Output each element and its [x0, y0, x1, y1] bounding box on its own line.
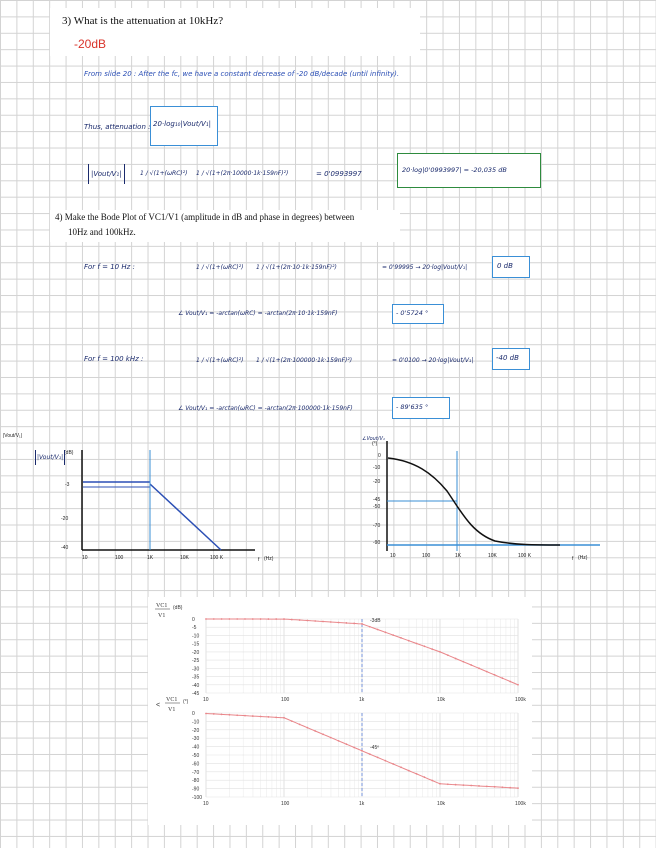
q3-eq-full: 1 / √(1+(2π·10000·1k·159nF)²)	[196, 170, 289, 177]
sim-mag-point	[213, 618, 215, 620]
q4-for1-phase-result: - 0'5724 °	[396, 309, 429, 317]
q4-for1-full: 1 / √(1+(2π·10·1k·159nF)²)	[256, 264, 337, 271]
sim-mag-point	[478, 667, 480, 669]
sim-phase-point	[299, 723, 301, 725]
sketch-mag-xtick-4: 100 K	[210, 555, 224, 561]
sim-phase-point	[252, 715, 254, 717]
sim-mag-point	[416, 643, 418, 645]
sketch-mag-xtick-3: 10K	[180, 555, 189, 561]
sim-phase-ytick-5: -50	[192, 753, 200, 759]
sim-mag-point	[322, 621, 324, 623]
sim-mag-ylabel-num: VC1	[156, 603, 168, 609]
sim-phase-point	[494, 786, 496, 788]
sketch-phase-xlabel: f	[572, 556, 574, 562]
sim-phase-point	[213, 713, 215, 715]
sim-phase-point	[338, 740, 340, 742]
q3-note: From slide 20 : After the fc, we have a constant decrease of -20 dB/decade (until infinity).	[84, 70, 400, 78]
sketch-phase-yunit: (°)	[372, 441, 378, 447]
q4-for1-label: For f = 10 Hz :	[84, 263, 135, 271]
sim-phase-point	[502, 786, 504, 788]
sketch-phase-xtick-1: 100	[422, 553, 431, 559]
sim-phase-point	[244, 715, 246, 717]
q3-eq-value: = 0'0993997	[316, 170, 362, 178]
sim-mag-point	[338, 622, 340, 624]
sim-mag-ytick-6: -30	[192, 666, 200, 673]
sim-phase-point	[377, 757, 379, 759]
sketch-phase-xunit: (Hz)	[578, 555, 588, 561]
sim-mag-point	[307, 620, 309, 622]
q3-thus-label: Thus, attenuation :	[84, 123, 151, 131]
sim-phase-point	[236, 714, 238, 716]
q4-for1-frac: 1 / √(1+(ωRC)²)	[196, 264, 244, 271]
sketch-phase-ytick-0: 0	[378, 453, 381, 459]
sim-mag-point	[385, 631, 387, 633]
sim-phase-point	[509, 787, 511, 789]
q3-thus-formula: 20·log₁₀|Vout/V₁|	[153, 120, 211, 128]
q4-for1-result: 0 dB	[497, 262, 513, 270]
sim-mag-point	[431, 648, 433, 650]
sketch-mag-xtick-0: 10	[82, 555, 88, 561]
sim-phase-ytick-0: 0	[192, 711, 195, 717]
q4-for2-frac: 1 / √(1+(ωRC)²)	[196, 357, 244, 364]
sim-phase-point	[229, 714, 231, 716]
sim-phase-angle-sign: <	[156, 702, 161, 709]
sim-mag-point	[291, 619, 293, 621]
sim-mag-xtick-2: 1k	[359, 697, 365, 703]
sim-mag-point	[408, 640, 410, 642]
sim-mag-point	[439, 651, 441, 653]
sim-phase-point	[392, 763, 394, 765]
sim-mag-point	[268, 618, 270, 620]
sketch-mag-ytick-2: -40	[61, 545, 69, 551]
q3-eq-mid: 1 / √(1+(ωRC)²)	[140, 170, 188, 177]
sim-phase-point	[424, 776, 426, 778]
sim-mag-point	[283, 618, 285, 620]
sim-mag-point	[377, 629, 379, 631]
sim-phase-point	[268, 716, 270, 718]
sketch-phase-svg	[360, 433, 610, 573]
sketch-mag-svg	[3, 433, 295, 575]
sim-phase-point	[369, 753, 371, 755]
sim-phase-point	[330, 737, 332, 739]
sim-phase-ytick-8: -80	[192, 778, 200, 785]
sim-phase-xtick-1: 100	[281, 801, 290, 807]
q4-for2-full: 1 / √(1+(2π·100000·1k·159nF)²)	[256, 357, 353, 364]
q4-for2-label: For f = 100 kHz :	[84, 355, 144, 363]
sim-phase-point	[307, 727, 309, 729]
sim-phase-point	[400, 766, 402, 768]
sim-mag-point	[244, 618, 246, 620]
sim-mag-point	[400, 637, 402, 639]
sim-mag-point	[455, 658, 457, 660]
sim-phase-point	[439, 783, 441, 785]
sketch-mag-panel	[3, 433, 295, 575]
sim-phase-ytick-7: -70	[192, 769, 200, 776]
sim-mag-ytick-0: 0	[192, 617, 195, 623]
sim-mag-xtick-0: 10	[203, 697, 209, 703]
q4-for1-phase: ∠ Vout/V₁ = -arctan(ωRC) = -arctan(2π·10·1k·159nF)	[178, 310, 338, 317]
sim-mag-point	[229, 618, 231, 620]
sketch-phase-xtick-0: 10	[390, 553, 396, 559]
q4-question-line2: 10Hz and 100kHz.	[68, 227, 136, 237]
sim-phase-point	[517, 787, 519, 789]
sim-phase-point	[283, 717, 285, 719]
sketch-mag-xtick-2: 1K	[147, 555, 154, 561]
sketch-phase-ytick-4: -50	[373, 504, 381, 510]
sim-mag-xtick-3: 10k	[437, 697, 446, 703]
sim-phase-point	[205, 713, 207, 715]
sim-phase-point	[470, 785, 472, 787]
sim-mag-point	[299, 619, 301, 621]
sim-mag-point	[470, 664, 472, 666]
sim-phase-ytick-2: -20	[192, 727, 200, 734]
sim-phase-point	[346, 743, 348, 745]
sim-mag-ytick-7: -35	[192, 674, 200, 681]
sim-phase-annotation: -45º	[370, 744, 380, 751]
sim-mag-ytick-8: -40	[192, 682, 200, 689]
q4-for1-value: = 0'99995 → 20·log|Vout/V₁|	[382, 264, 468, 271]
sketch-mag-ytick-0: -3	[65, 482, 70, 488]
sim-phase-point	[486, 785, 488, 787]
sim-mag-point	[221, 618, 223, 620]
sim-phase-point	[416, 773, 418, 775]
sim-mag-point	[447, 654, 449, 656]
sim-phase-ytick-4: -40	[192, 744, 200, 751]
sim-phase-point	[221, 713, 223, 715]
sim-phase-point	[463, 784, 465, 786]
sim-phase-point	[447, 783, 449, 785]
q3-question: 3) What is the attenuation at 10kHz?	[62, 15, 224, 27]
sim-mag-point	[486, 671, 488, 673]
sim-phase-point	[408, 770, 410, 772]
sim-phase-point	[361, 750, 363, 752]
sim-mag-point	[205, 618, 207, 620]
sim-phase-point	[275, 716, 277, 718]
sim-phase-unit: (°)	[183, 699, 189, 705]
sim-mag-point	[314, 620, 316, 622]
sim-panel	[148, 597, 532, 825]
sim-mag-point	[353, 623, 355, 625]
sim-phase-point	[455, 784, 457, 786]
sim-mag-point	[509, 681, 511, 683]
sketch-phase-ytick-5: -70	[373, 523, 381, 529]
sketch-mag-xunit: (Hz)	[264, 556, 274, 562]
sim-phase-xtick-4: 100k	[515, 801, 526, 807]
sim-phase-point	[322, 733, 324, 735]
sim-mag-ytick-5: -25	[192, 658, 200, 665]
sketch-mag-xlabel: f	[258, 557, 260, 563]
q4-for2-phase: ∠ Vout/V₁ = -arctan(ωRC) = -arctan(2π·100000·1k·159nF)	[178, 405, 353, 412]
sketch-phase-panel	[360, 433, 610, 573]
sim-mag-xtick-4: 100k	[515, 697, 526, 703]
q3-result: 20·log|0'0993997| = -20,035 dB	[402, 166, 507, 174]
sim-mag-point	[392, 634, 394, 636]
sim-mag-annotation: -3dB	[370, 617, 381, 624]
sim-mag-point	[252, 618, 254, 620]
sketch-phase-ylabel-text: ∠Vout/V₁	[362, 436, 385, 442]
sim-mag-xtick-1: 100	[281, 697, 290, 703]
sketch-mag-ytick-1: -20	[61, 516, 69, 522]
sim-mag-point	[260, 618, 262, 620]
q4-question-line1: 4) Make the Bode Plot of VC1/V1 (amplitude in dB and phase in degrees) between	[55, 212, 355, 222]
sim-mag-point	[330, 621, 332, 623]
q3-answer: -20dB	[74, 37, 107, 51]
sim-mag-point	[361, 623, 363, 625]
sim-mag-ytick-3: -15	[192, 641, 200, 648]
sim-phase-ytick-1: -10	[192, 719, 200, 726]
sketch-mag-yunit: (dB)	[64, 450, 74, 456]
sim-plots-svg	[148, 597, 532, 825]
sketch-mag-ylabel: |Vout/V₁|	[3, 433, 23, 439]
sim-phase-ytick-3: -30	[192, 736, 200, 743]
q4-for2-value: = 0'0100 → 20·log|Vout/V₁|	[392, 357, 474, 364]
sketch-mag-ylabel-text: |Vout/V₁|	[35, 450, 65, 465]
sim-phase-xtick-0: 10	[203, 801, 209, 807]
sim-phase-point	[478, 785, 480, 787]
sim-phase-point	[431, 780, 433, 782]
sketch-phase-ytick-3: -45	[373, 497, 381, 503]
sim-phase-ylabel-den: V1	[168, 707, 176, 713]
sketch-phase-xtick-4: 100 K	[518, 553, 532, 559]
sketch-phase-ytick-6: -90	[373, 540, 381, 546]
sketch-phase-xtick-3: 10K	[488, 553, 497, 559]
sim-mag-unit: (dB)	[173, 605, 183, 611]
sim-mag-point	[517, 684, 519, 686]
q4-for2-result: -40 dB	[496, 354, 519, 362]
sim-phase-point	[291, 720, 293, 722]
sim-phase-xtick-3: 10k	[437, 801, 446, 807]
sim-mag-point	[369, 626, 371, 628]
sim-phase-ytick-9: -90	[192, 786, 200, 793]
sim-mag-ytick-9: -45	[192, 691, 200, 697]
sim-phase-ytick-10: -100	[192, 795, 203, 801]
sketch-phase-ytick-2: -20	[373, 479, 381, 485]
sketch-phase-xtick-2: 1K	[455, 553, 462, 559]
sim-mag-ylabel-den: V1	[158, 613, 166, 619]
sim-phase-point	[353, 747, 355, 749]
sketch-mag-xtick-1: 100	[115, 555, 124, 561]
sim-mag-point	[502, 677, 504, 679]
sim-phase-xtick-2: 1k	[359, 801, 365, 807]
q3-eq-lhs: |Vout/V₁|	[88, 164, 125, 184]
sim-phase-point	[385, 760, 387, 762]
sim-mag-ytick-2: -10	[192, 633, 200, 640]
sim-mag-point	[346, 622, 348, 624]
sim-phase-point	[314, 730, 316, 732]
sim-mag-point	[275, 618, 277, 620]
sim-mag-ytick-4: -20	[192, 649, 200, 656]
q4-for2-phase-result: - 89'635 °	[396, 403, 429, 411]
sim-mag-point	[494, 674, 496, 676]
sim-phase-ytick-6: -60	[192, 761, 200, 768]
sketch-mag-slope	[150, 484, 221, 550]
sim-phase-ylabel-num: VC1	[166, 697, 178, 703]
sim-mag-point	[236, 618, 238, 620]
sketch-phase-ytick-1: -10	[373, 465, 381, 471]
sim-mag-point	[463, 661, 465, 663]
sim-phase-point	[260, 716, 262, 718]
sim-mag-point	[424, 645, 426, 647]
sim-mag-ytick-1: -5	[192, 625, 197, 632]
